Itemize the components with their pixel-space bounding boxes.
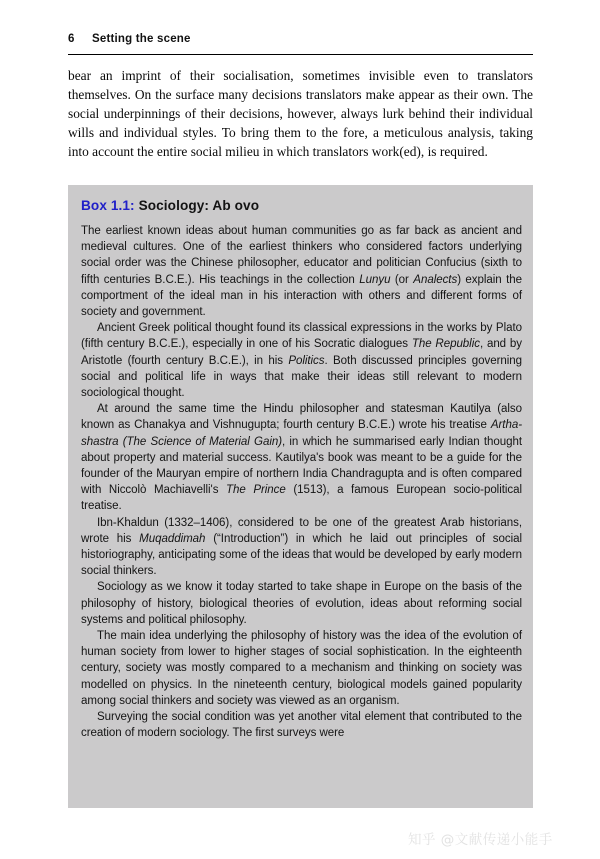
italic-title: Lunyu [359,273,391,286]
box-title-text: Sociology: Ab ovo [138,198,260,213]
box-paragraph-greek: Ancient Greek political thought found its classical expressions in the works by Plato (fifth century B.C.E.), especially in one of his Socratic dialogues The Republic, and by Aristotle (fourth century B.C.E.), in his Politics. Both discussed principles governing social and political life in ways that make their ideas still relevant to modern sociological thought. [81,322,523,400]
box-body [81,223,522,742]
box-paragraph-surveys: Surveying the social condition was yet another vital element that contributed to the creation of modern sociology. The first surveys were [81,711,522,740]
box-paragraph-sociology-europe: Sociology as we know it today started to take shape in Europe on the basis of the philosophy of history, biological theories of evolution, ideas about reforming social systems and political philosophy. [81,581,522,626]
box-label: Box 1.1: [81,198,135,213]
box-paragraph-philosophy-of-history: The main idea underlying the philosophy of history was the idea of the evolution of human society from lower to higher stages of social sophistication. In the eighteenth century, society was mostly compared to a mechanism and thinking on society was modelled on physics. In the nineteenth century, biological models gained popularity among social thinkers and society was viewed as an organism. [81,630,522,707]
box-title [81,197,522,214]
box-paragraph-confucius: The earliest known ideas about human communities go as far back as ancient and medieval cultures. One of the earliest thinkers who considered factors underlying social order was the Chinese philosopher, educator and politician Confucius (sixth to fifth centuries B.C.E.). His teachings in the collection Lunyu (or Analects) explain the comportment of the ideal man in his interaction with others and different forms of society and government. [81,225,523,319]
header-rule [68,54,533,55]
box-paragraph-kautilya: At around the same time the Hindu philosopher and statesman Kautilya (also known as Chanakya and Vishnugupta; fourth century B.C.E.) wrote his treatise Artha-shastra (The Science of Material Gain), in which he summarised early Indian thought about property and material success. Kautilya's book was meant to be a guide for the founder of the Mauryan empire of northern India Chandragupta and is often compared with Niccolò Machiavelli's The Prince (1513), a famous European socio-political treatise. [81,403,523,513]
body-text [68,66,533,161]
italic-title: Muqaddimah [139,532,206,545]
italic-title: The Republic [411,338,480,351]
italic-title: Politics [288,354,325,367]
running-head [68,33,533,45]
italic-title: Analects [413,273,458,286]
body-paragraph: bear an imprint of their socialisation, sometimes invisible even to translators themselves. On the surface many decisions translators make appear as their own. The social underpinnings of their decisions, however, always lurk behind their individual wills and individual styles. To bring them to the fore, a meticulous analysis, taking into account the entire social milieu in which translators work(ed), is required. [68,68,533,160]
box-paragraph-ibn-khaldun: Ibn-Khaldun (1332–1406), considered to be one of the greatest Arab historians, wrote his Muqaddimah (“Introduction”) in which he laid out principles of social historiography, anticipating some of the ideas that would be developed by early modern social thinkers. [81,516,522,578]
watermark: 知乎 @文献传递小能手 [408,832,553,848]
italic-title: Artha-shastra (The Science of Material Gain) [81,419,522,448]
chapter-title: Setting the scene [92,33,191,45]
sidebar-box [68,185,533,808]
page-number: 6 [68,33,75,45]
italic-title: The Prince [226,484,286,497]
